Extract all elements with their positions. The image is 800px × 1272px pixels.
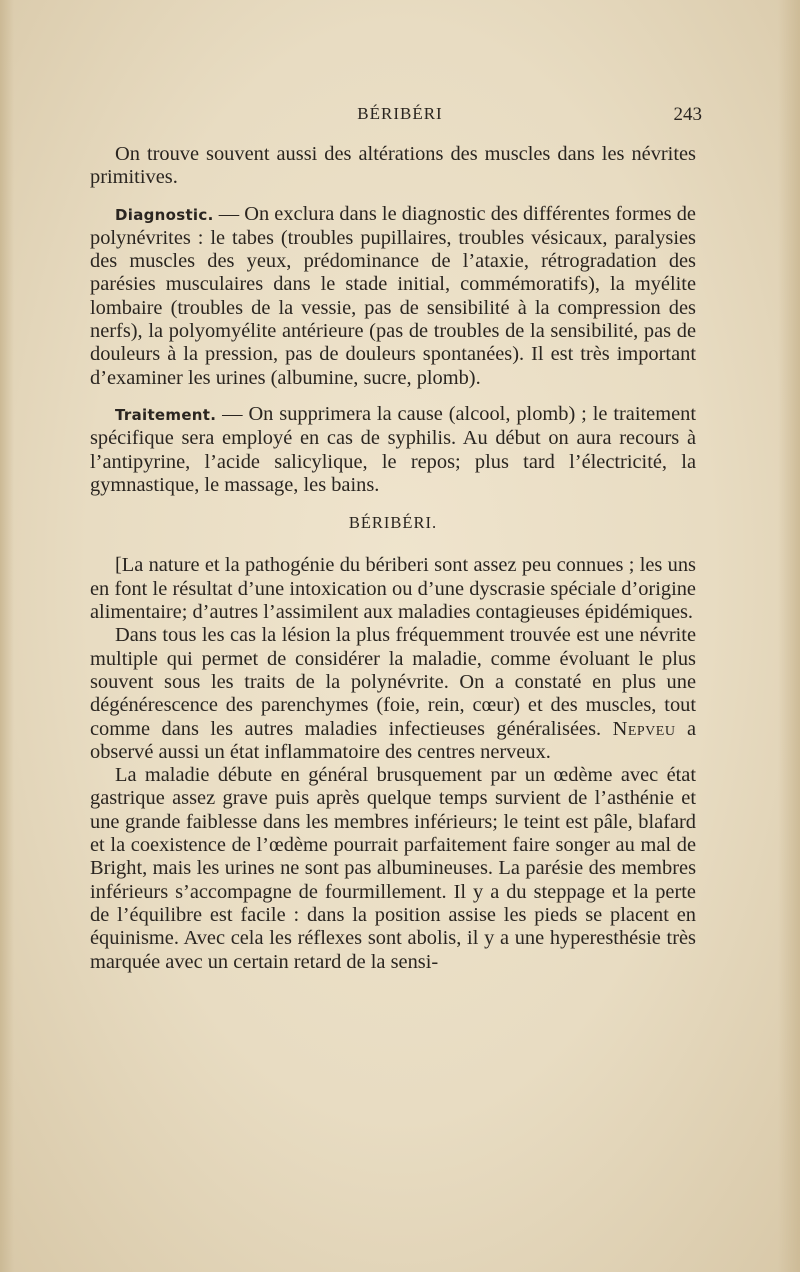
paragraph-maladie: La maladie débute en général brusquement par un œdème avec état gastrique assez grave puis après quelque temps survient de l’asthénie et une grande faiblesse dans les membres inférieurs; le teint est pâle, blafard et la coexistence de l’œdème pourrait parfaitement faire songer au mal de Bright, mais les urines ne sont pas albumineuses. La parésie des membres inférieurs s’accompagne de fourmillement. Il y a du steppage et la perte de l’équilibre est facile : dans la position assise les pieds se placent en équinisme. Avec cela les réflexes sont abolis, il y a une hyperesthésie très marquée avec un certain retard de la sensi- <box>90 764 696 973</box>
paragraph-muscles: On trouve souvent aussi des altérations des muscles dans les névrites primitives. <box>90 143 696 189</box>
page-number: 243 <box>673 104 702 125</box>
running-head <box>90 104 710 128</box>
traitement-heading: Traitement. <box>115 405 217 424</box>
paragraph-lesion <box>90 624 696 764</box>
paragraph-diagnostic <box>90 203 696 390</box>
diagnostic-heading: Diagnostic. <box>115 205 214 224</box>
page-shadow-right <box>778 0 800 1272</box>
paragraph-intro: [La nature et la pathogénie du bériberi sont assez peu connues ; les uns en font le résultat d’une intoxication ou d’une dyscrasie spéciale d’origine alimentaire; d’autres l’assimilent aux maladies contagieuses épidémiques. <box>90 554 696 624</box>
lesion-text-a: Dans tous les cas la lésion la plus fréquemment trouvée est une névrite multiple qui permet de considérer la maladie, comme évoluant le plus souvent sous les traits de la polynévrite. On a constaté en plus une dégénérescence des parenchymes (foie, rein, cœur) et des muscles, tout comme dans les autres maladies infectieuses généralisées. <box>90 624 696 740</box>
section-heading-beriberi: BÉRIBÉRI. <box>348 513 438 533</box>
traitement-text: — On supprimera la cause (alcool, plomb) ; le traitement spécifique sera employé en cas de syphilis. Au début on aura recours à l’antipyrine, l’acide salicylique, le repos; plus tard l’électricité, la gymnastique, le massage, les bains. <box>90 402 696 496</box>
author-name: Nepveu <box>612 717 676 740</box>
paragraph-traitement <box>90 403 696 497</box>
diagnostic-text: — On exclura dans le diagnostic des différentes formes de polynévrites : le tabes (troubles pupillaires, troubles vésicaux, paralysies des muscles des yeux, prédominance de l’ataxie, rétrogradation des parésies musculaires dans le stade initial, commémoratifs), la myélite lombaire (troubles de la vessie, pas de sensibilité à la compression des nerfs), la polyomyélite antérieure (pas de troubles de la sensibilité, pas de douleurs à la pression, pas de douleurs spontanées). Il est très important d’examiner les urines (albumine, sucre, plomb). <box>90 202 696 389</box>
body-text <box>90 143 696 974</box>
lesion-text-b: a observé aussi un état inflammatoire des centres nerveux. <box>90 717 696 763</box>
running-title: BÉRIBÉRI <box>357 104 443 123</box>
page-shadow-left <box>0 0 14 1272</box>
